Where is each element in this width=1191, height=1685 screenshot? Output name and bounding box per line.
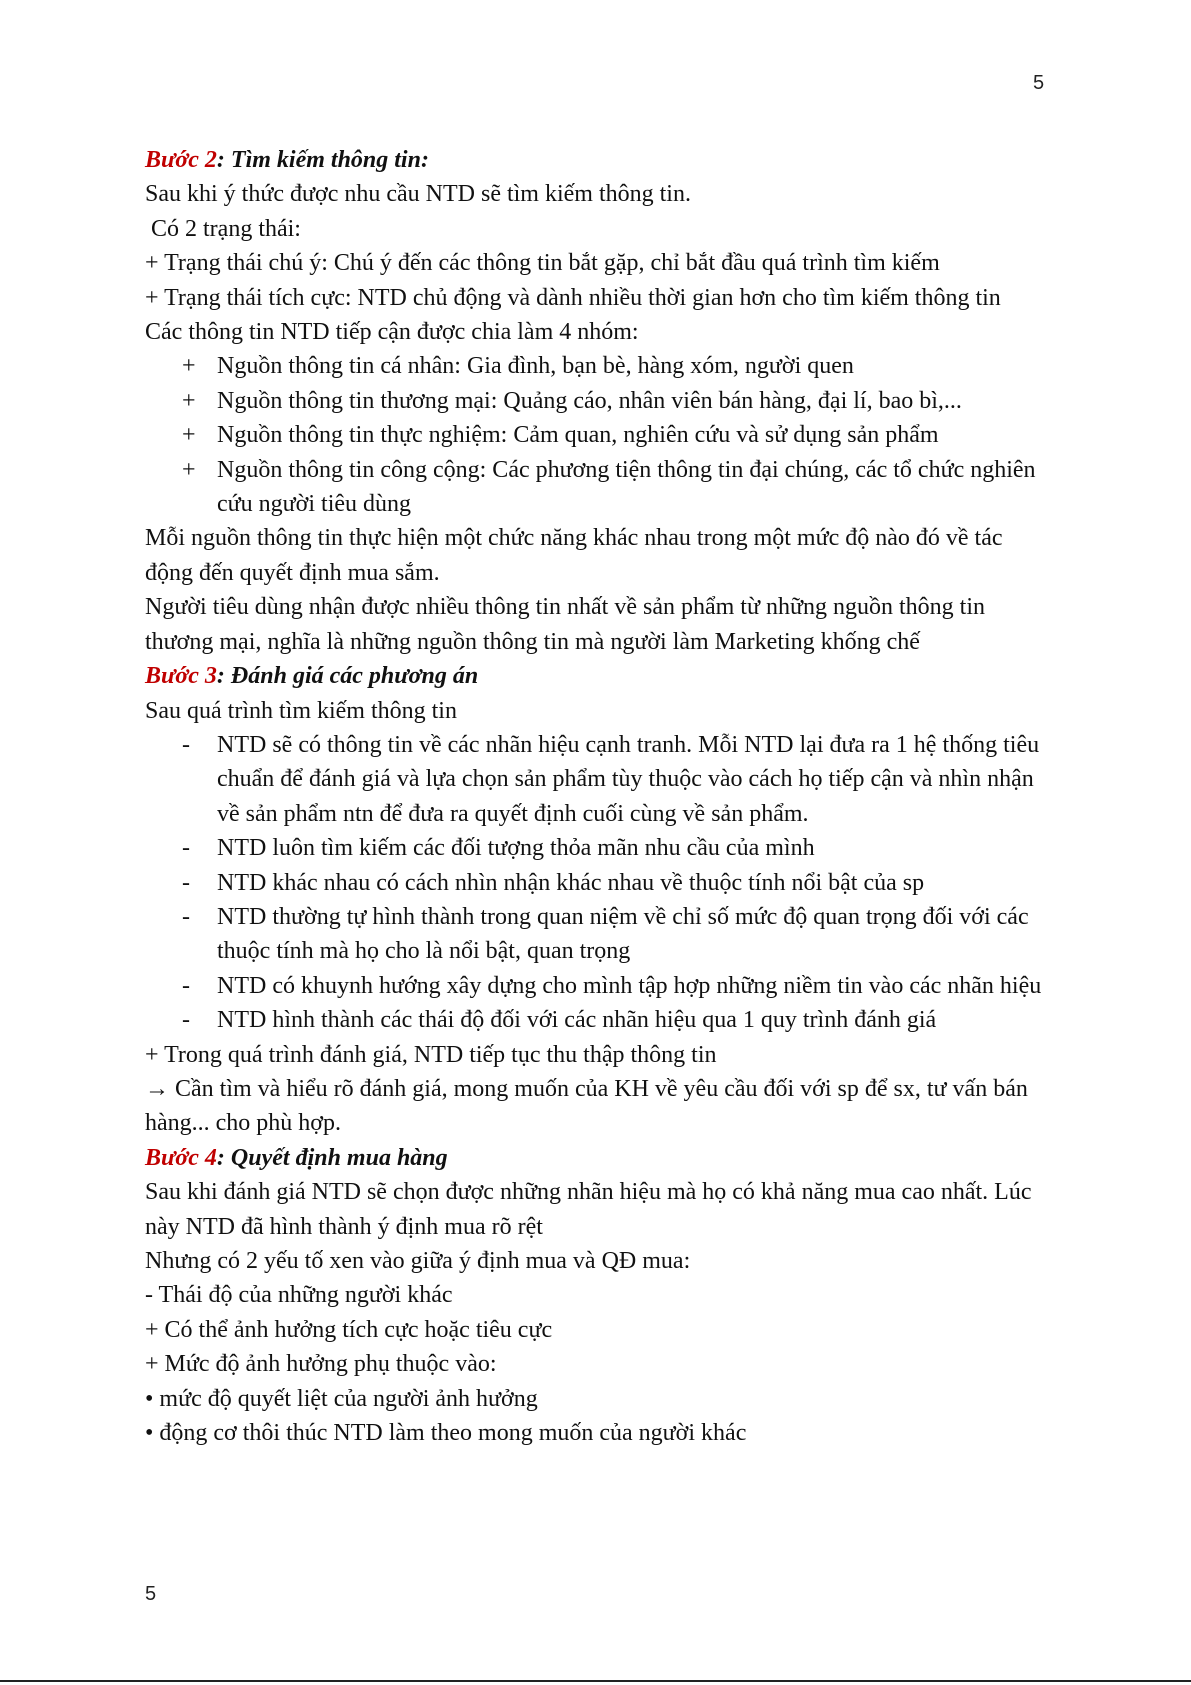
list-item-text: NTD thường tự hình thành trong quan niệm về chỉ số mức độ quan trọng đối với các thuộc tính mà họ cho là nổi bật, quan trọng [217, 903, 1029, 965]
list-marker: - [182, 731, 190, 758]
step3-label: Bước 3 [145, 663, 217, 690]
list-item-text: NTD hình thành các thái độ đối với các nhãn hiệu qua 1 quy trình đánh giá [217, 1007, 937, 1034]
list-item-text: NTD có khuynh hướng xây dựng cho mình tập hợp những niềm tin vào các nhãn hiệu [217, 972, 1042, 999]
step2-heading [145, 143, 1045, 177]
list-item [145, 728, 1045, 831]
list-marker: - [182, 869, 190, 896]
list-item-text: Nguồn thông tin thực nghiệm: Cảm quan, nghiên cứu và sử dụng sản phẩm [217, 422, 939, 449]
list-item [145, 349, 1045, 383]
list-item [145, 1003, 1045, 1037]
step2-states-intro: Có 2 trạng thái: [151, 215, 301, 242]
step4-label: Bước 4 [145, 1144, 217, 1171]
step2-label: Bước 2 [145, 147, 217, 173]
list-marker: - [182, 1007, 190, 1034]
list-item-text: Nguồn thông tin cá nhân: Gia đình, bạn bè, hàng xóm, người quen [217, 353, 854, 380]
step4-bullet1: • mức độ quyết liệt của người ảnh hưởng [145, 1385, 538, 1412]
step2-groups-intro: Các thông tin NTD tiếp cận được chia làm 4 nhóm: [145, 319, 639, 346]
list-item-text: Nguồn thông tin thương mại: Quảng cáo, nhân viên bán hàng, đại lí, bao bì,... [217, 387, 962, 414]
step2-para1: Mỗi nguồn thông tin thực hiện một chức năng khác nhau trong một mức độ nào đó về tác động đến quyết định mua sắm. [145, 525, 1003, 586]
list-marker: - [182, 972, 190, 999]
list-item [145, 831, 1045, 865]
list-item-text: NTD sẽ có thông tin về các nhãn hiệu cạnh tranh. Mỗi NTD lại đưa ra 1 hệ thống tiêu chuẩn để đánh giá và lựa chọn sản phẩm tùy thuộc vào cách họ tiếp cận và nhìn nhận về sản phẩm ntn để đưa ra quyết định cuối cùng về sản phẩm. [217, 731, 1040, 827]
step3-heading [145, 659, 1045, 693]
step3-list [145, 728, 1045, 1038]
step2-state-active: + Trạng thái tích cực: NTD chủ động và dành nhiều thời gian hơn cho tìm kiếm thông tin [145, 284, 1001, 311]
step2-source-list [145, 349, 1045, 521]
list-item [145, 969, 1045, 1003]
step4-effect1: + Có thể ảnh hưởng tích cực hoặc tiêu cực [145, 1316, 553, 1343]
list-item-text: NTD luôn tìm kiếm các đối tượng thỏa mãn nhu cầu của mình [217, 835, 815, 862]
list-item [145, 453, 1045, 522]
list-marker: + [182, 422, 196, 449]
step2-intro: Sau khi ý thức được nhu cầu NTD sẽ tìm kiếm thông tin. [145, 181, 691, 208]
list-item [145, 866, 1045, 900]
list-item [145, 900, 1045, 969]
list-marker: + [182, 387, 196, 414]
step2-title: : Tìm kiếm thông tin: [216, 147, 429, 173]
list-item-text: NTD khác nhau có cách nhìn nhận khác nhau về thuộc tính nổi bật của sp [217, 869, 925, 896]
step3-intro: Sau quá trình tìm kiếm thông tin [145, 697, 457, 724]
step4-bullet2: • động cơ thôi thúc NTD làm theo mong muốn của người khác [145, 1420, 747, 1447]
document-body [145, 143, 1045, 1450]
step2-para2: Người tiêu dùng nhận được nhiều thông tin nhất về sản phẩm từ những nguồn thông tin thương mại, nghĩa là những nguồn thông tin mà người làm Marketing khống chế [145, 594, 985, 655]
step4-factors-intro: Nhưng có 2 yếu tố xen vào giữa ý định mua và QĐ mua: [145, 1248, 691, 1274]
page-number-top: 5 [1033, 72, 1045, 94]
step4-title: : Quyết định mua hàng [216, 1144, 448, 1171]
step2-state-attention: + Trạng thái chú ý: Chú ý đến các thông tin bắt gặp, chỉ bắt đầu quá trình tìm kiếm [145, 250, 940, 277]
list-marker: + [182, 456, 196, 483]
step3-note: + Trong quá trình đánh giá, NTD tiếp tục thu thập thông tin [145, 1041, 717, 1068]
step4-intro: Sau khi đánh giá NTD sẽ chọn được những nhãn hiệu mà họ có khả năng mua cao nhất. Lúc này NTD đã hình thành ý định mua rõ rệt [145, 1179, 1032, 1240]
list-item [145, 384, 1045, 418]
list-marker: - [182, 835, 190, 862]
step3-title: : Đánh giá các phương án [216, 663, 479, 690]
step4-heading [145, 1141, 1045, 1175]
page-bottom-rule [0, 1680, 1191, 1682]
list-marker: - [182, 903, 190, 930]
step4-effect2: + Mức độ ảnh hưởng phụ thuộc vào: [145, 1351, 497, 1378]
step4-factor1: - Thái độ của những người khác [145, 1282, 453, 1309]
page-number-bottom: 5 [145, 1583, 157, 1605]
list-item-text: Nguồn thông tin công cộng: Các phương tiện thông tin đại chúng, các tổ chức nghiên cứu người tiêu dùng [217, 456, 1036, 518]
step3-conclusion: → Cần tìm và hiểu rõ đánh giá, mong muốn của KH về yêu cầu đối với sp để sx, tư vấn bán hàng... cho phù hợp. [145, 1075, 1028, 1137]
list-marker: + [182, 353, 196, 380]
list-item [145, 418, 1045, 452]
